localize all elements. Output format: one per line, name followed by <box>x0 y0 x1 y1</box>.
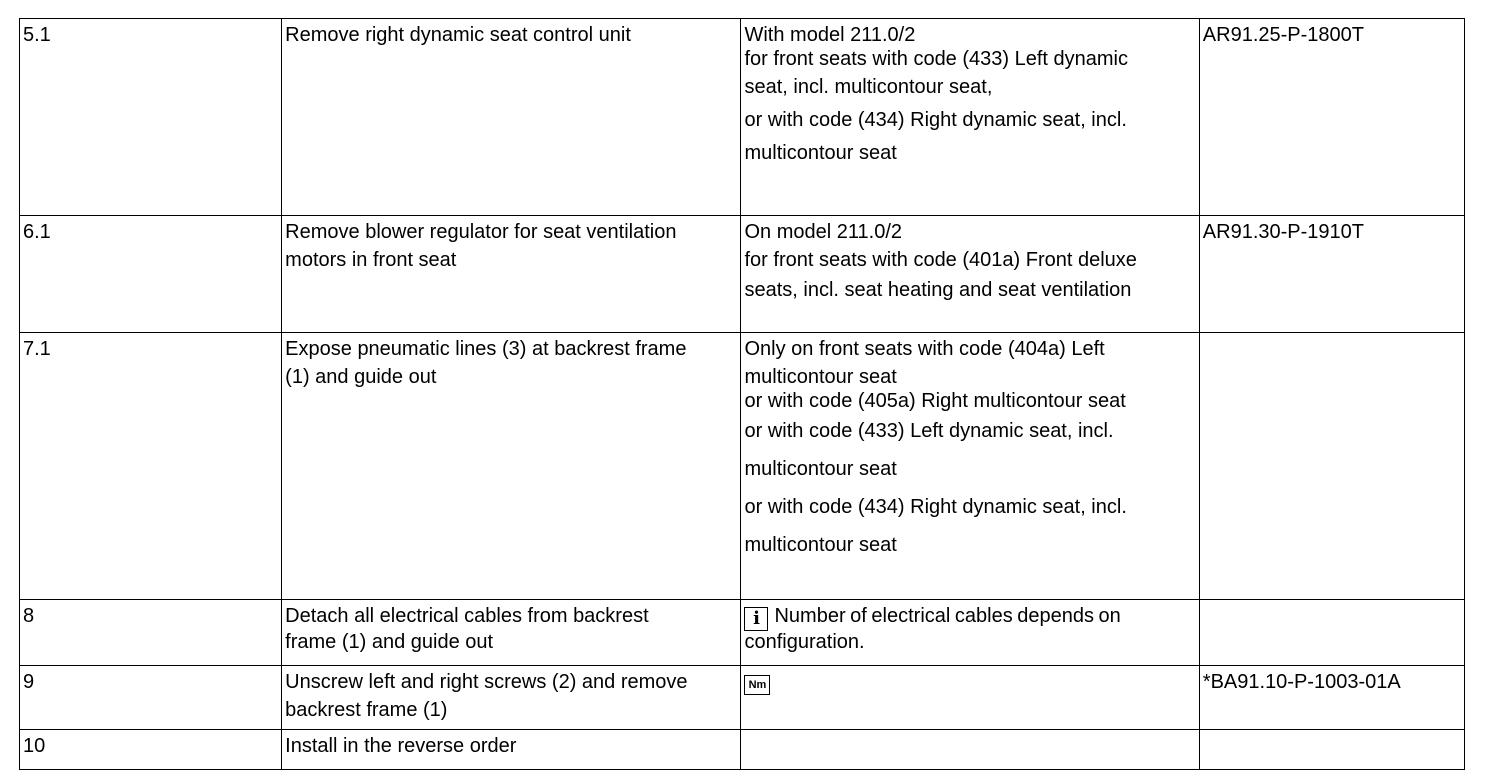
document-reference <box>1199 730 1464 770</box>
torque-nm-icon[interactable]: Nm <box>744 675 770 695</box>
step-action <box>282 216 741 333</box>
step-number: 5.1 <box>20 19 282 216</box>
step-action: Remove right dynamic seat control unit <box>282 19 741 216</box>
condition-line: for front seats with code (433) Left dynamic <box>744 48 1128 70</box>
action-line: backrest frame (1) <box>285 699 448 721</box>
step-condition <box>741 216 1199 333</box>
step-condition <box>741 333 1199 600</box>
condition-line: multicontour seat <box>744 534 897 556</box>
action-line: Unscrew left and right screws (2) and remove <box>285 671 688 693</box>
step-action: Install in the reverse order <box>282 730 741 770</box>
table-row <box>20 600 1465 666</box>
document-reference[interactable]: *BA91.10-P-1003-01A <box>1199 666 1464 730</box>
condition-line: or with code (433) Left dynamic seat, incl. <box>744 420 1114 442</box>
step-number: 9 <box>20 666 282 730</box>
step-number: 6.1 <box>20 216 282 333</box>
condition-line: multicontour seat <box>744 458 897 480</box>
action-line: frame (1) and guide out <box>285 631 494 653</box>
step-action <box>282 666 741 730</box>
step-condition <box>741 666 1199 730</box>
condition-line: seats, incl. seat heating and seat ventilation <box>744 279 1132 301</box>
document-reference[interactable]: AR91.25-P-1800T <box>1199 19 1464 216</box>
table-row <box>20 666 1465 730</box>
step-number: 10 <box>20 730 282 770</box>
action-line: Expose pneumatic lines (3) at backrest frame <box>285 338 687 360</box>
document-reference <box>1199 333 1464 600</box>
condition-line: configuration. <box>744 631 865 653</box>
action-line: motors in front seat <box>285 249 457 271</box>
step-number: 8 <box>20 600 282 666</box>
condition-line: On model 211.0/2 <box>744 221 902 243</box>
step-condition <box>741 600 1199 666</box>
document-reference[interactable]: AR91.30-P-1910T <box>1199 216 1464 333</box>
step-action <box>282 600 741 666</box>
condition-line: Number of electrical cables depends on <box>774 605 1121 627</box>
condition-line: or with code (434) Right dynamic seat, incl. <box>744 496 1127 518</box>
step-number: 7.1 <box>20 333 282 600</box>
condition-line: or with code (434) Right dynamic seat, incl. <box>744 109 1127 131</box>
step-condition <box>741 730 1199 770</box>
condition-line: multicontour seat <box>744 142 897 164</box>
condition-line: seat, incl. multicontour seat, <box>744 76 993 98</box>
condition-line: Only on front seats with code (404a) Left <box>744 338 1105 360</box>
document-reference <box>1199 600 1464 666</box>
condition-line: multicontour seat <box>744 366 897 388</box>
action-line: Remove blower regulator for seat ventilation <box>285 221 677 243</box>
step-action <box>282 333 741 600</box>
procedure-table <box>19 18 1465 770</box>
condition-line: for front seats with code (401a) Front deluxe <box>744 249 1137 271</box>
condition-line: or with code (405a) Right multicontour seat <box>744 390 1126 412</box>
table-row <box>20 216 1465 333</box>
info-icon[interactable]: i <box>744 607 768 631</box>
table-row <box>20 333 1465 600</box>
action-line: (1) and guide out <box>285 366 437 388</box>
action-line: Detach all electrical cables from backrest <box>285 605 649 627</box>
table-row <box>20 730 1465 770</box>
step-condition <box>741 19 1199 216</box>
condition-line: With model 211.0/2 <box>744 24 916 46</box>
table-row <box>20 19 1465 216</box>
